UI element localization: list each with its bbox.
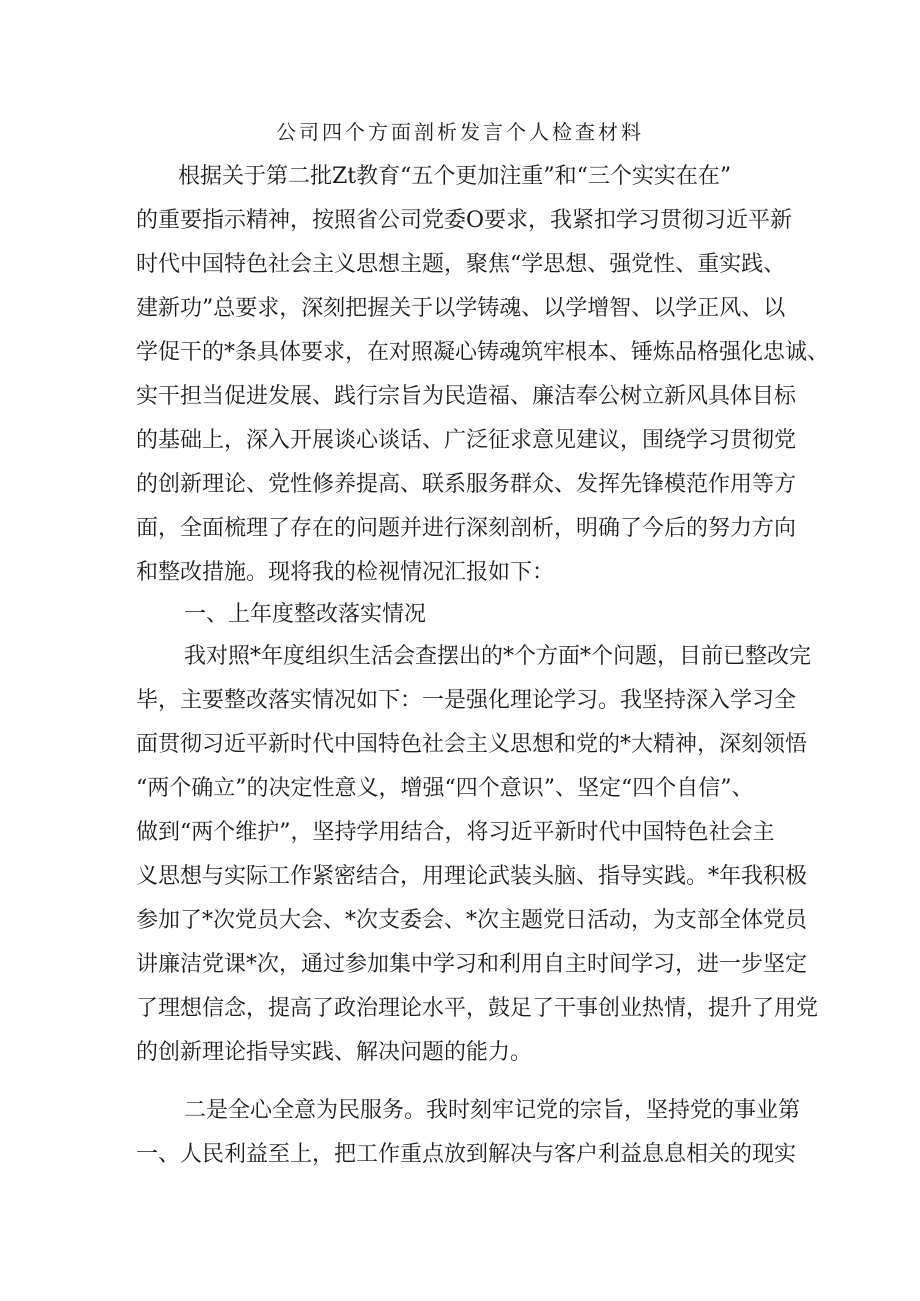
intro-line-1: 根据关于第二批Zt教育“五个更加注重”和“三个实实在在” (178, 164, 732, 189)
section-1-line-3: 面贯彻习近平新时代中国特色社会主义思想和党的*大精神，深刻领悟 (136, 732, 808, 757)
section-2-line-1: 二是全心全意为民服务。我时刻牢记党的宗旨，坚持党的事业第 (184, 1098, 801, 1123)
intro-line-8: 的创新理论、党性修养提高、联系服务群众、发挥先锋模范作用等方 (136, 472, 797, 497)
intro-line-9: 面，全面梳理了存在的问题并进行深刻剖析，明确了今后的努力方向 (136, 516, 797, 541)
section-1-line-5: 做到“两个维护”，坚持学用结合，将习近平新时代中国特色社会主 (136, 820, 775, 845)
section-1-line-8: 讲廉洁党课*次，通过参加集中学习和利用自主时间学习，进一步坚定 (136, 952, 808, 977)
section-1-line-10: 的创新理论指导实践、解决问题的能力。 (136, 1040, 533, 1065)
section-1-line-7: 参加了*次党员大会、*次支委会、*次主题党日活动，为支部全体党员 (136, 908, 808, 933)
intro-line-6: 实干担当促进发展、践行宗旨为民造福、廉洁奉公树立新风具体目标 (136, 384, 797, 409)
section-1-line-9: 了理想信念，提高了政治理论水平，鼓足了干事创业热情，提升了用党 (136, 996, 819, 1021)
intro-line-3: 时代中国特色社会主义思想主题，聚焦“学思想、强党性、重实践、 (136, 252, 786, 277)
section-2-line-2: 一、人民利益至上，把工作重点放到解决与客户利益息息相关的现实 (136, 1142, 797, 1167)
section-1-heading: 一、上年度整改落实情况 (184, 602, 427, 627)
section-1-line-1: 我对照*年度组织生活会查摆出的*个方面*个问题，目前已整改完 (184, 644, 812, 669)
intro-line-4: 建新功”总要求，深刻把握关于以学铸魂、以学增智、以学正风、以 (136, 296, 786, 321)
document-title: 公司四个方面剖析发言个人检查材料 (276, 120, 644, 144)
intro-line-7: 的基础上，深入开展谈心谈话、广泛征求意见建议，围绕学习贯彻党 (136, 428, 797, 453)
intro-line-2: 的重要指示精神，按照省公司党委O要求，我紧扣学习贯彻习近平新 (136, 208, 793, 233)
section-1-line-2: 毕，主要整改落实情况如下：一是强化理论学习。我坚持深入学习全 (136, 688, 797, 713)
section-1-line-6: 义思想与实际工作紧密结合，用理论武装头脑、指导实践。*年我积极 (136, 864, 808, 889)
intro-line-10: 和整改措施。现将我的检视情况汇报如下： (136, 560, 555, 585)
section-1-line-4: “两个确立”的决定性意义，增强“四个意识”、坚定“四个自信”、 (136, 776, 754, 801)
intro-line-5: 学促干的*条具体要求，在对照凝心铸魂筑牢根本、锤炼品格强化忠诚、 (136, 340, 830, 365)
